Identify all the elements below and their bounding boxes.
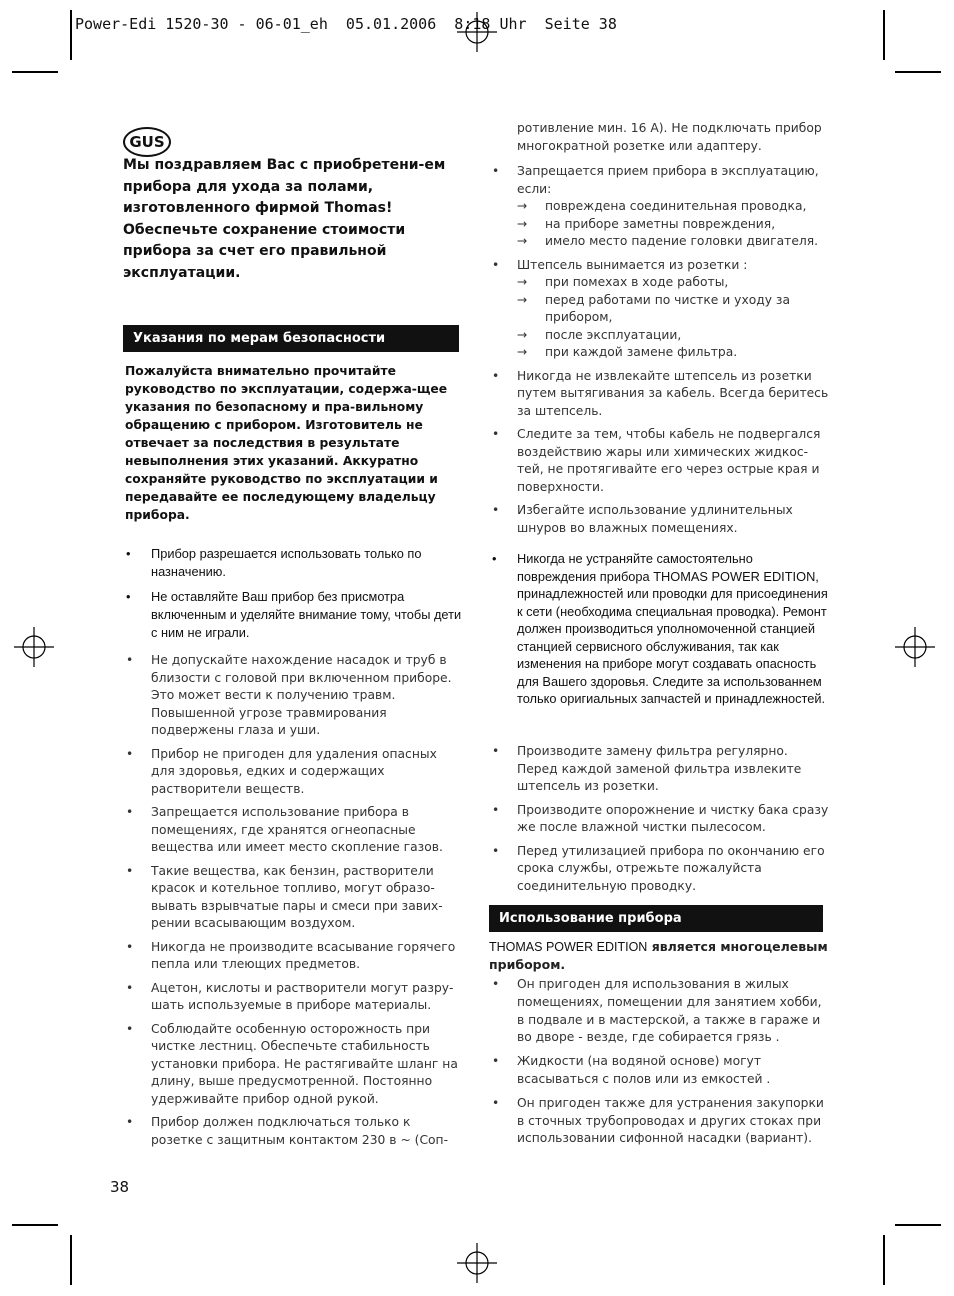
list-item: • Запрещается прием прибора в эксплуатацию, если: → повреждена соединительная проводка, → на приборе заметны повреждения, → имело место падение головки двигателя.	[489, 163, 829, 251]
crop-mark	[12, 71, 58, 73]
arrow-icon: →	[517, 327, 528, 342]
sub-item: → перед работами по чистке и уходу за прибором,	[517, 292, 791, 324]
list-item: • Прибор должен подключаться только к розетке с защитным контактом 230 в ~ (Соп-	[126, 1115, 449, 1147]
list-item: • Штепсель вынимается из розетки : → при помехах в ходе работы, → перед работами по чистке и уходу за прибором, → после эксплуатации, → при каждой замене фильтра.	[489, 257, 829, 362]
list-item: • Не оставляйте Ваш прибор без присмотра включенным и уделяйте внимание тому, чтобы дети с ним не играли.	[126, 589, 462, 640]
sub-item: → имело место падение головки двигателя.	[517, 233, 829, 251]
list-item: • Прибор разрешается использовать только по назначению.	[126, 546, 422, 579]
list-item: • Такие вещества, как бензин, растворители красок и котельное топливо, могут образо-вывать взрывчатые пары и смеси при завих-рении всасывающим воздухом.	[126, 863, 443, 930]
usage-intro: THOMAS POWER EDITION является многоцелевым прибором.	[489, 939, 828, 972]
list-item: • Перед утилизацией прибора по окончанию его срока службы, отрежьте пожалуйста соединительную проводку.	[492, 843, 825, 893]
usage-list	[489, 976, 829, 1148]
list-item: • Никогда не устраняйте самостоятельно повреждения прибора THOMAS POWER EDITION, принадлежностей или проводки для присоединения к сети (необходима специальная проводка). Ремонт должен производиться уполномоченной станцией станцией сервисного обслуживания, так как изменения на приборе могут создавать опасность для Вашего здоровья. Следите за использованнем только оригиальных запчастей и принадлежностей.	[492, 551, 828, 706]
crop-mark	[12, 1224, 58, 1226]
safety-heading: Указания по мерам безопасности	[123, 325, 459, 352]
registration-mark-icon	[457, 1243, 497, 1283]
list-item: • Запрещается использование прибора в помещениях, где хранятся огнеопасные вещества или имеет место скопление газов.	[126, 805, 443, 854]
intro-text: Мы поздравляем Вас с приобретени-ем прибора для ухода за полами, изготовленного фирмой Thomas! Обеспечьте сохранение стоимости прибора за счет его правильной эксплуатации.	[123, 157, 446, 281]
print-slug: Power-Edi 1520-30 - 06-01_eh 05.01.2006 8:18 Uhr Seite 38	[75, 15, 617, 33]
list-item: • Прибор не пригоден для удаления опасных для здоровья, едких и содержащих растворители веществ.	[126, 746, 437, 796]
brand-name: THOMAS POWER EDITION	[489, 940, 648, 954]
page-number: 38	[110, 1178, 130, 1196]
right-list-a	[489, 163, 829, 537]
list-item: • Не допускайте нахождение насадок и труб в близости с головой при включенном приборе. Это может вести к получению травм. Повышенной угрозе травмирования подвержены глаза и уши.	[126, 653, 452, 737]
registration-mark-icon	[895, 627, 935, 667]
right-list-b	[489, 743, 829, 895]
arrow-icon: →	[517, 199, 528, 213]
crop-mark	[70, 1235, 72, 1285]
sub-item: → после эксплуатации,	[517, 327, 829, 345]
safety-intro: Пожалуйста внимательно прочитайте руководство по эксплуатации, содержа-щее указания по безопасному и пра-вильному обращению с прибором. Изготовитель не отвечает за последствия в результате невыполнения этих указаний. Аккуратно сохраняйте руководство по эксплуатации и передавайте ее последующему владельцу прибора.	[125, 364, 448, 522]
arrow-icon: →	[517, 345, 528, 359]
crop-mark	[895, 71, 941, 73]
arrow-icon: →	[517, 292, 528, 307]
registration-mark-icon	[14, 627, 54, 667]
list-item: • Ацетон, кислоты и растворители могут разру-шать используемые в приборе материалы.	[126, 980, 454, 1012]
usage-heading: Использование прибора	[489, 905, 823, 932]
crop-mark	[883, 1235, 885, 1285]
sub-item: → на приборе заметны повреждения,	[517, 216, 829, 234]
list-item: • Он пригоден также для устранения закупорки в сточных трубопроводах и других стоках при использовании сифонной насадки (вариант).	[492, 1095, 824, 1146]
sub-item: → при помехах в ходе работы,	[517, 274, 829, 292]
list-item: • Избегайте использование удлинительных шнуров во влажных помещениях.	[492, 503, 793, 535]
arrow-icon: →	[517, 234, 528, 248]
list-item: • Никогда не извлекайте штепсель из розетки путем вытягивания за кабель. Всегда беритесь за штепсель.	[492, 368, 829, 418]
language-badge: GUS	[123, 127, 171, 157]
left-list-b	[123, 652, 463, 1149]
sub-item: → при каждой замене фильтра.	[517, 344, 829, 362]
crop-mark	[895, 1224, 941, 1226]
list-item: • Производите опорожнение и чистку бака сразу же после влажной чистки пылесосом.	[492, 802, 829, 834]
arrow-icon: →	[517, 216, 528, 231]
right-repair-list	[489, 550, 829, 708]
registration-mark-icon	[457, 12, 497, 52]
crop-mark	[883, 10, 885, 60]
list-item: • Следите за тем, чтобы кабель не подвергался воздействию жары или химических жидкос-тей, не протягивайте его через острые края и поверхности.	[492, 427, 821, 494]
list-item: • Он пригоден для использования в жилых помещениях, помещении для занятием хобби, в подвале и в мастерской, а также в гараже и во дворе - везде, где собирается грязь .	[492, 977, 822, 1045]
right-continuation: ротивление мин. 16 A). Не подключать прибор многократной розетке или адаптеру.	[517, 121, 822, 153]
left-list-a	[123, 545, 463, 642]
sub-item: → повреждена соединительная проводка,	[517, 198, 829, 216]
list-item: • Жидкости (на водяной основе) могут всасываться с полов или из емкостей .	[492, 1054, 771, 1086]
crop-mark	[70, 10, 72, 60]
list-item: • Соблюдайте особенную осторожность при чистке лестниц. Обеспечьте стабильность установки прибора. Не растягивайте шланг на длину, выше предусмотренной. Постоянно удерживайте прибор одной рукой.	[126, 1021, 458, 1106]
list-item: • Никогда не производите всасывание горячего пепла или тлеющих предметов.	[126, 939, 456, 971]
list-item: • Производите замену фильтра регулярно. Перед каждой заменой фильтра извлеките штепсель из розетки.	[492, 744, 802, 793]
arrow-icon: →	[517, 275, 528, 289]
